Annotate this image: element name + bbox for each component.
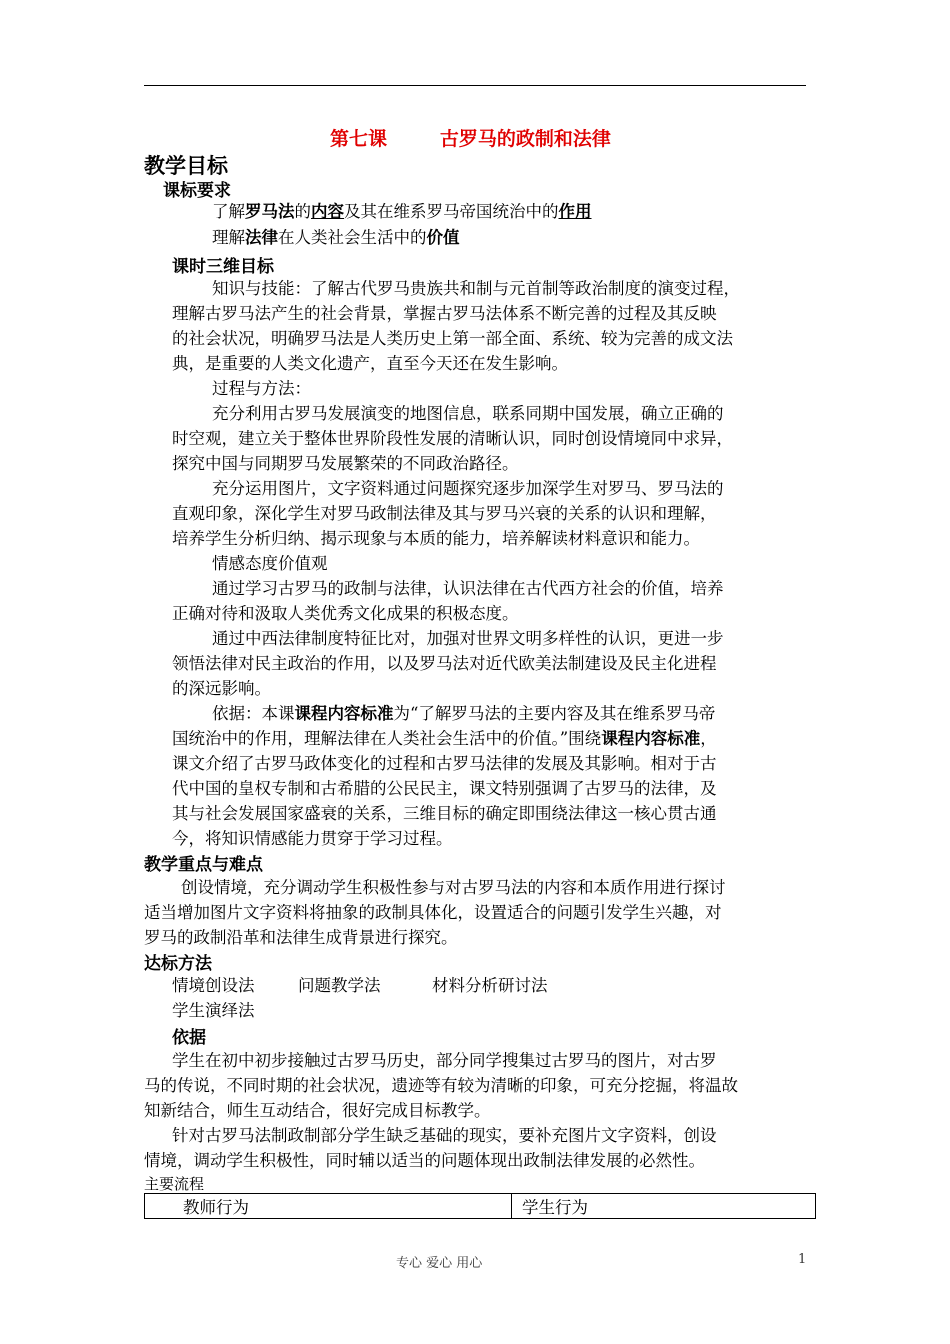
table-header-teacher: 教师行为 — [145, 1194, 512, 1219]
heading-basis: 依据 — [172, 1028, 206, 1048]
curriculum-line-2: 理解法律在人类社会生活中的价值 — [212, 228, 460, 247]
footer-motto: 专心 爱心 用心 — [396, 1256, 483, 1271]
heading-process: 主要流程 — [144, 1175, 205, 1193]
table-header-student: 学生行为 — [512, 1194, 816, 1219]
method-2: 问题教学法 — [298, 976, 381, 995]
method-3: 材料分析研讨法 — [432, 976, 548, 995]
method-4: 学生演绎法 — [172, 1001, 255, 1020]
heading-three-dim: 课时三维目标 — [172, 257, 274, 277]
header-rule — [144, 85, 806, 86]
heading-curriculum: 课标要求 — [163, 181, 231, 201]
method-1: 情境创设法 — [172, 976, 255, 995]
process-table — [144, 1193, 816, 1219]
heading-methods: 达标方法 — [144, 954, 212, 974]
table-row — [145, 1194, 816, 1219]
heading-key-points: 教学重点与难点 — [144, 855, 263, 875]
lesson-title: 第七课 古罗马的政制和法律 — [330, 128, 611, 150]
page-number: 1 — [798, 1252, 807, 1267]
curriculum-line-1: 了解罗马法的内容及其在维系罗马帝国统治中的作用 — [212, 202, 592, 221]
heading-objectives: 教学目标 — [144, 153, 228, 178]
